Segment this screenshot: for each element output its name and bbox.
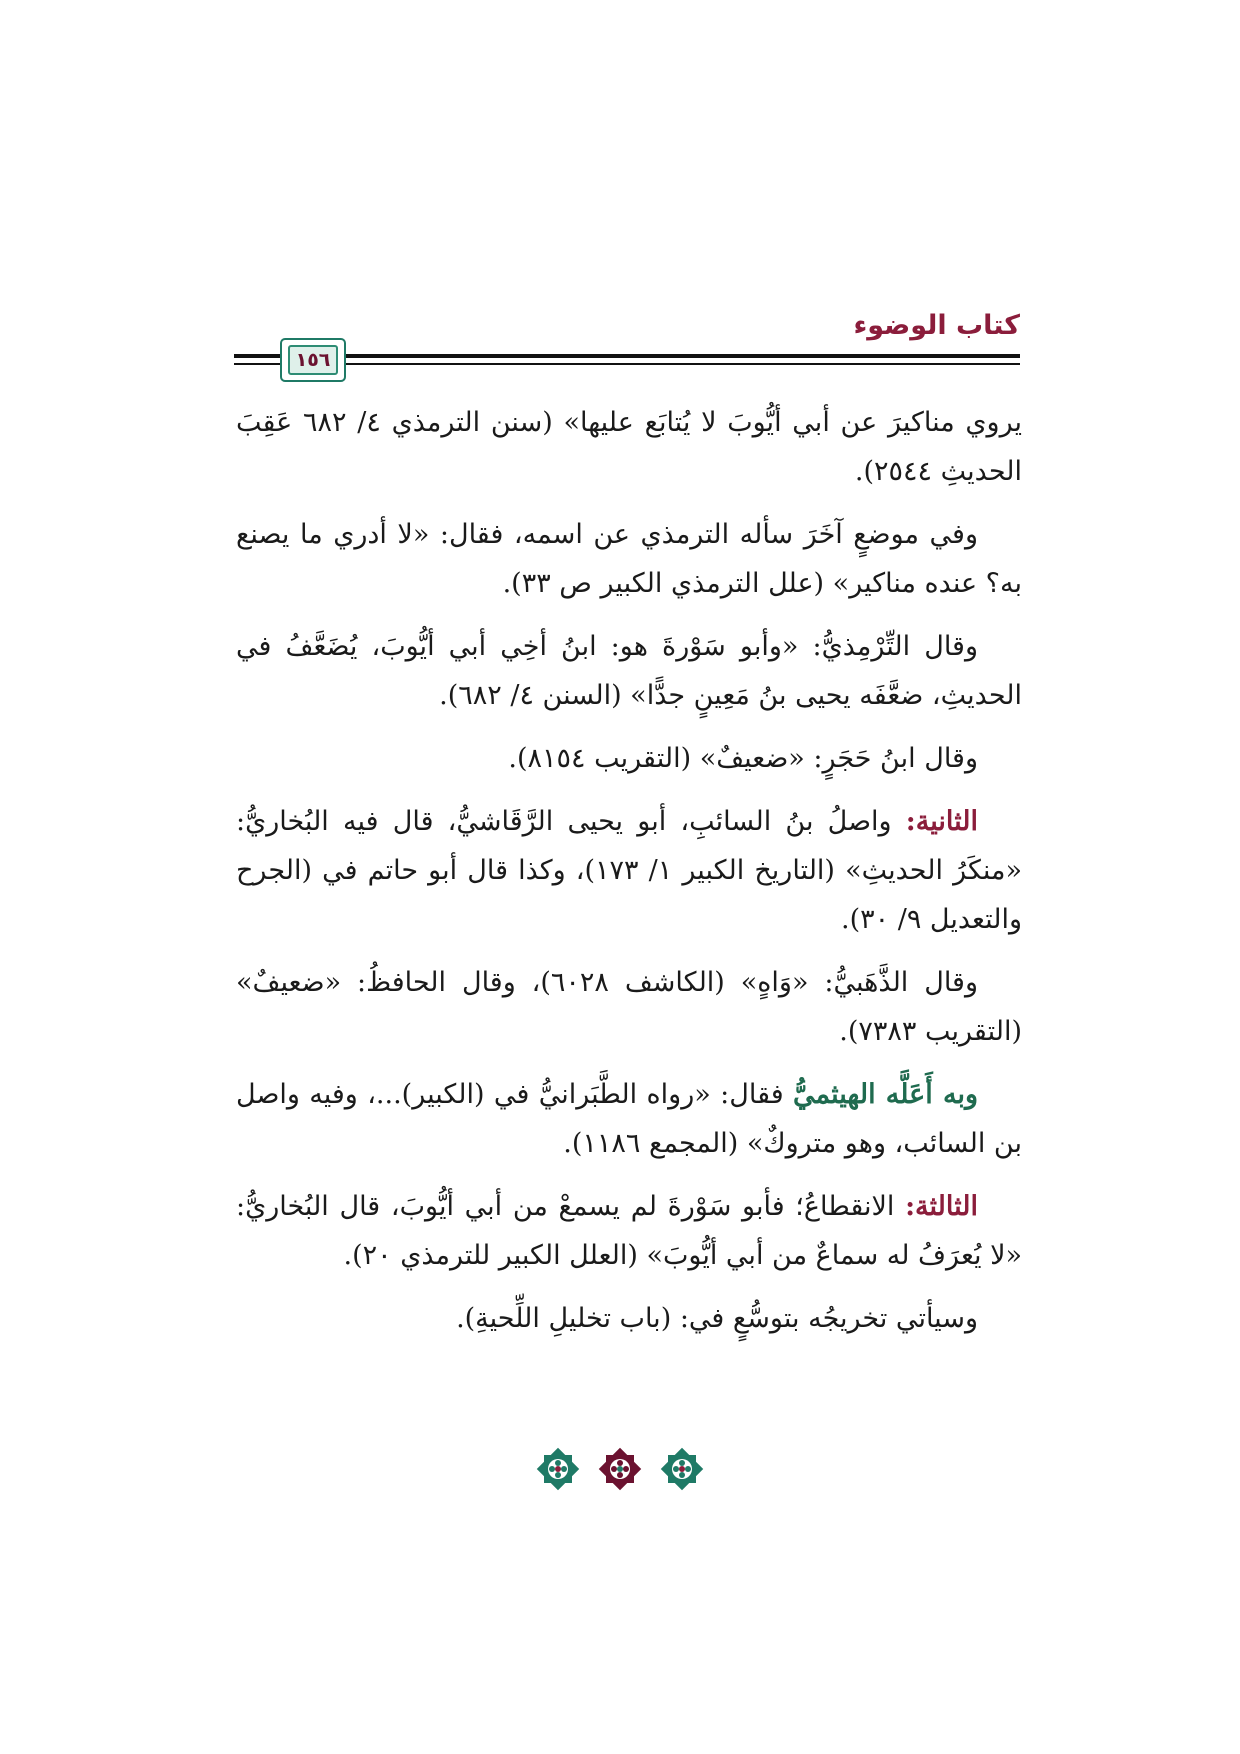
paragraph-4-text: وقال ابنُ حَجَرٍ: «ضعيفٌ» (التقريب ٨١٥٤). [508,743,978,774]
paragraph-7-lead: وبه أَعَلَّه الهيثميُّ [793,1079,978,1110]
paragraph-3-text: وقال التِّرْمِذيُّ: «وأبو سَوْرةَ هو: ابنُ أخِي أبي أيُّوبَ، يُضَعَّفُ في الحديثِ، ضعَّفَه يحيى بنُ مَعِينٍ جدًّا» (السنن ٤/ ٦٨٢). [236,631,1022,711]
paragraph-5-lead: الثانية: [905,806,978,837]
paragraph-5 [236,797,1022,944]
flower-ornament-icon [658,1445,706,1493]
paragraph-8 [236,1182,1022,1280]
paragraph-9-text: وسيأتي تخريجُه بتوسُّعٍ في: (باب تخليلِ اللِّحيةِ). [456,1303,978,1334]
paragraph-6-text: وقال الذَّهَبيُّ: «وَاهٍ» (الكاشف ٦٠٢٨)، وقال الحافظُ: «ضعيفٌ» (التقريب ٧٣٨٣). [236,967,1022,1047]
paragraph-1 [236,398,1022,496]
header-rule-thin [234,363,1020,365]
paragraph-8-text: الانقطاعُ؛ فأبو سَوْرةَ لم يسمعْ من أبي أيُّوبَ، قال البُخاريُّ: «لا يُعرَفُ له سماعٌ من أبي أيُّوبَ» (العلل الكبير للترمذي ٢٠). [236,1191,1022,1271]
paragraph-3 [236,622,1022,720]
page-number-badge [280,338,346,382]
paragraph-7 [236,1070,1022,1168]
paragraph-5-text: واصلُ بنُ السائبِ، أبو يحيى الرَّقَاشيُّ، قال فيه البُخاريُّ: «منكَرُ الحديثِ» (التاريخ الكبير ١/ ١٧٣)، وكذا قال أبو حاتم في (الجرح والتعديل ٩/ ٣٠). [236,806,1023,935]
header-rule-thick [234,354,1020,358]
paragraph-2 [236,510,1022,608]
page-number: ١٥٦ [288,345,338,375]
paragraph-4 [236,734,1022,783]
paragraph-7-text: فقال: «رواه الطَّبَرانيُّ في (الكبير)...، وفيه واصل بن السائب، وهو متروكٌ» (المجمع ١١٨٦). [236,1079,1022,1159]
body-text [236,398,1022,1357]
paragraph-8-lead: الثالثة: [905,1191,978,1222]
paragraph-2-text: وفي موضعٍ آخَرَ سأله الترمذي عن اسمه، فقال: «لا أدري ما يصنع به؟ عنده مناكير» (علل الترمذي الكبير ص ٣٣). [236,519,1022,599]
paragraph-9 [236,1294,1022,1343]
flower-ornament-icon [534,1445,582,1493]
page-header [234,310,1020,390]
flower-ornament-icon [596,1445,644,1493]
book-title: كتاب الوضوء [853,310,1020,341]
paragraph-1-text: يروي مناكيرَ عن أبي أيُّوبَ لا يُتابَع عليها» (سنن الترمذي ٤/ ٦٨٢ عَقِبَ الحديثِ ٢٥٤٤). [236,407,1022,487]
section-end-ornaments [520,1445,720,1505]
paragraph-6 [236,958,1022,1056]
